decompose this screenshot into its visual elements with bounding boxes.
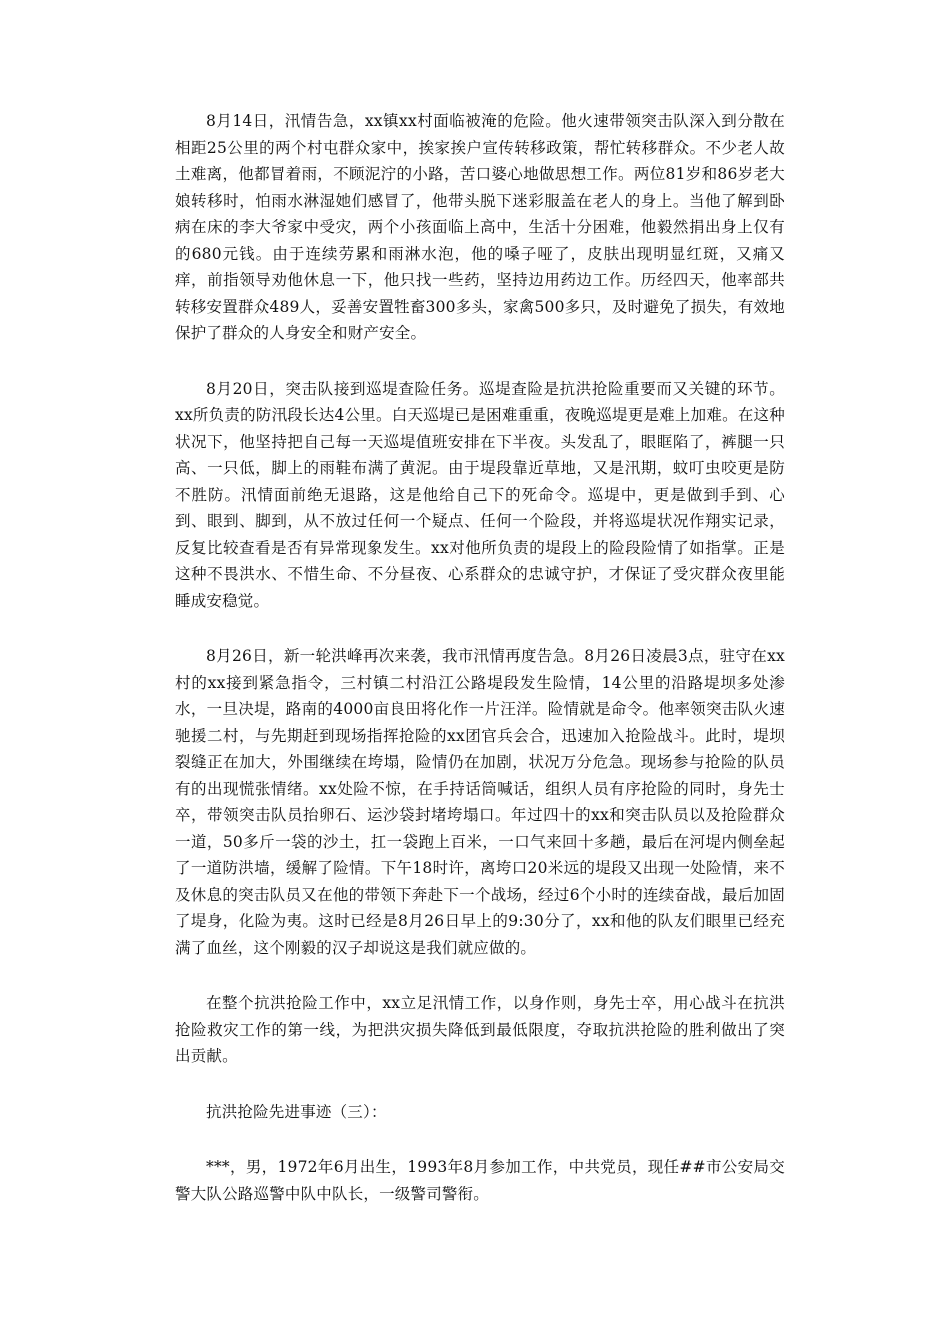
section-heading: 抗洪抢险先进事迹（三）： xyxy=(206,1102,387,1121)
document-page xyxy=(175,108,785,1236)
paragraph-summary: 在整个抗洪抢险工作中，xx立足汛情工作，以身作则，身先士卒，用心战斗在抗洪抢险救灾工作的第一线，为把洪灾损失降低到最低限度，夺取抗洪抢险的胜利做出了突出贡献。 xyxy=(175,994,785,1065)
paragraph-aug26: 8月26日，新一轮洪峰再次来袭，我市汛情再度告急。8月26日凌晨3点，驻守在xx村的xx接到紧急指令，三村镇二村沿江公路堤段发生险情，14公里的沿路堤坝多处渗水，一旦决堤，路南的4000亩良田将化作一片汪洋。险情就是命令。他率领突击队火速驰援二村，与先期赶到现场指挥抢险的xx团官兵会合，迅速加入抢险战斗。此时，堤坝裂缝正在加大，外围继续在垮塌，险情仍在加剧，状况万分危急。现场参与抢险的队员有的出现慌张情绪。xx处险不惊，在手持话筒喊话，组织人员有序抢险的同时，身先士卒，带领突击队员抬卵石、运沙袋封堵垮塌口。年过四十的xx和突击队员以及抢险群众一道，50多斤一袋的沙土，扛一袋跑上百米，一口气来回十多趟，最后在河堤内侧垒起了一道防洪墙，缓解了险情。下午18时许，离垮口20米远的堤段又出现一处险情，来不及休息的突击队员又在他的带领下奔赴下一个战场，经过6个小时的连续奋战，最后加固了堤身，化险为夷。这时已经是8月26日早上的9:30分了，xx和他的队友们眼里已经充满了血丝，这个刚毅的汉子却说这是我们就应做的。 xyxy=(175,647,785,957)
paragraph-aug20: 8月20日，突击队接到巡堤查险任务。巡堤查险是抗洪抢险重要而又关键的环节。xx所负责的防汛段长达4公里。白天巡堤已是困难重重，夜晚巡堤更是难上加难。在这种状况下，他坚持把自己每一天巡堤值班安排在下半夜。头发乱了，眼眶陷了，裤腿一只高、一只低，脚上的雨鞋布满了黄泥。由于堤段靠近草地，又是汛期，蚊叮虫咬更是防不胜防。汛情面前绝无退路，这是他给自己下的死命令。巡堤中，更是做到手到、心到、眼到、脚到，从不放过任何一个疑点、任何一个险段，并将巡堤状况作翔实记录，反复比较查看是否有异常现象发生。xx对他所负责的堤段上的险段险情了如指掌。正是这种不畏洪水、不惜生命、不分昼夜、心系群众的忠诚守护，才保证了受灾群众夜里能睡成安稳觉。 xyxy=(175,379,785,610)
paragraph-profile: ***，男，1972年6月出生，1993年8月参加工作，中共党员，现任##市公安局交警大队公路巡警中队中队长，一级警司警衔。 xyxy=(175,1158,785,1203)
paragraph-aug14: 8月14日，汛情告急，xx镇xx村面临被淹的危险。他火速带领突击队深入到分散在相距25公里的两个村屯群众家中，挨家挨户宣传转移政策，帮忙转移群众。不少老人故土难离，他都冒着雨，不顾泥泞的小路，苦口婆心地做思想工作。两位81岁和86岁老大娘转移时，怕雨水淋湿她们感冒了，他带头脱下迷彩服盖在老人的身上。当他了解到卧病在床的李大爷家中受灾，两个小孩面临上高中，生活十分困难，他毅然捐出身上仅有的680元钱。由于连续劳累和雨淋水泡，他的嗓子哑了，皮肤出现明显红斑，又痛又痒，前指领导劝他休息一下，他只找一些药，坚持边用药边工作。历经四天，他率部共转移安置群众489人，妥善安置牲畜300多头，家禽500多只，及时避免了损失，有效地保护了群众的人身安全和财产安全。 xyxy=(175,112,785,342)
